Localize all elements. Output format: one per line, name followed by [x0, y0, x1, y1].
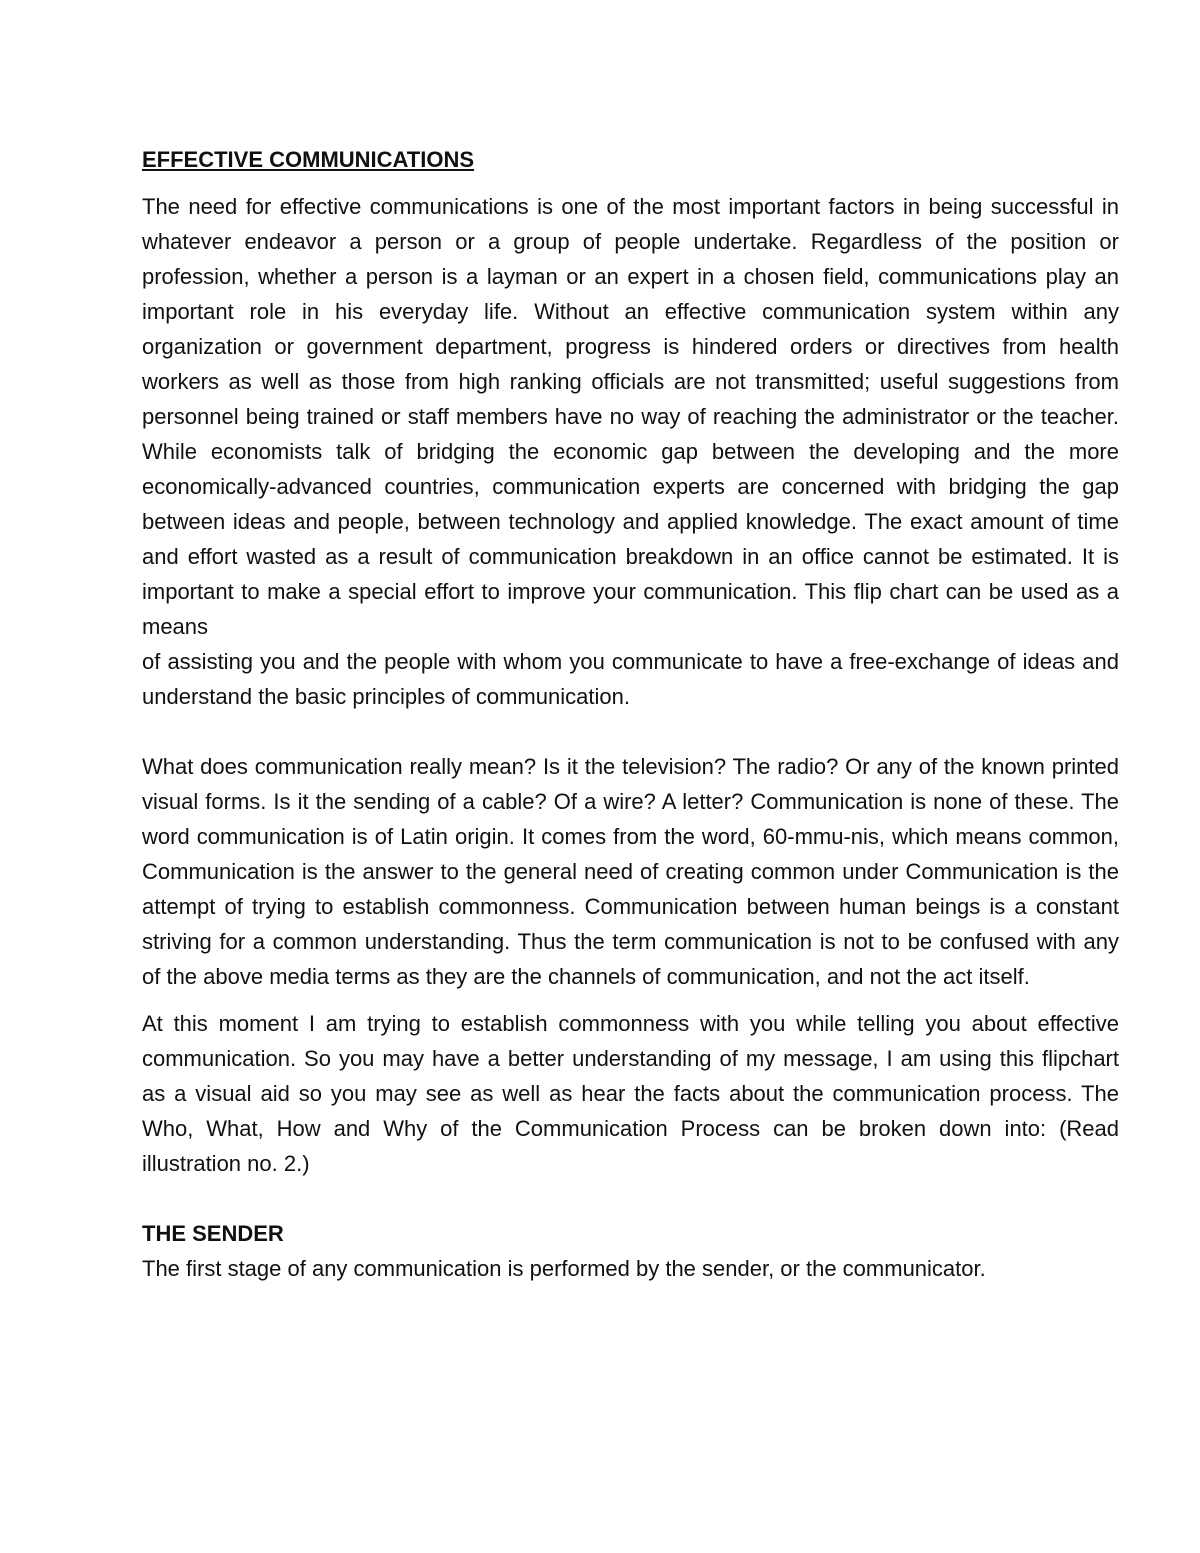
paragraph-communication-meaning: What does communication really mean? Is it the television? The radio? Or any of the known printed visual forms. Is it the sending of a cable? Of a wire? A letter? Communication is none of these. The word communication is of Latin origin. It comes from the word, 60-mmu-nis, which means common, Communication is the answer to the general need of creating common under Communication is the attempt of trying to establish commonness. Communication between human beings is a constant striving for a common understanding. Thus the term communication is not to be confused with any of the above media terms as they are the channels of communication, and not the act itself. — [142, 754, 1119, 989]
paragraph-establish-commonness: At this moment I am trying to establish commonness with you while telling you about effective communication. So you may have a better understanding of my message, I am using this flipchart as a visual aid so you may see as well as hear the facts about the communication process. The Who, What, How and Why of the Communication Process can be broken down into: (Read illustration no. 2.) — [142, 1011, 1119, 1176]
paragraph-spacer — [142, 1181, 1119, 1216]
document-page — [142, 142, 1119, 1286]
paragraph-spacer — [142, 714, 1119, 749]
paragraph-effective-communications: The need for effective communications is one of the most important factors in being successful in whatever endeavor a person or a group of people undertake. Regardless of the position or profession, whether a person is a layman or an expert in a chosen field, communications play an important role in his everyday life. Without an effective communication system within any organization or government department, progress is hindered orders or directives from health workers as well as those from high ranking officials are not transmitted; useful suggestions from personnel being trained or staff members have no way of reaching the administrator or the teacher. While economists talk of bridging the economic gap between the developing and the more economically-advanced countries, communication experts are concerned with bridging the gap between ideas and people, between technology and applied knowledge. The exact amount of time and effort wasted as a result of communication breakdown in an office cannot be estimated. It is important to make a special effort to improve your communication. This flip chart can be used as a means — [142, 194, 1119, 639]
section-text-sender: The first stage of any communication is performed by the sender, or the communicator. — [142, 1256, 986, 1281]
section-heading-sender: THE SENDER — [142, 1221, 284, 1246]
paragraph-spacer — [142, 994, 1119, 1006]
document-title: EFFECTIVE COMMUNICATIONS — [142, 147, 475, 172]
paragraph-effective-communications-continued: of assisting you and the people with whom you communicate to have a free-exchange of ideas and understand the basic principles of communication. — [142, 649, 1119, 709]
